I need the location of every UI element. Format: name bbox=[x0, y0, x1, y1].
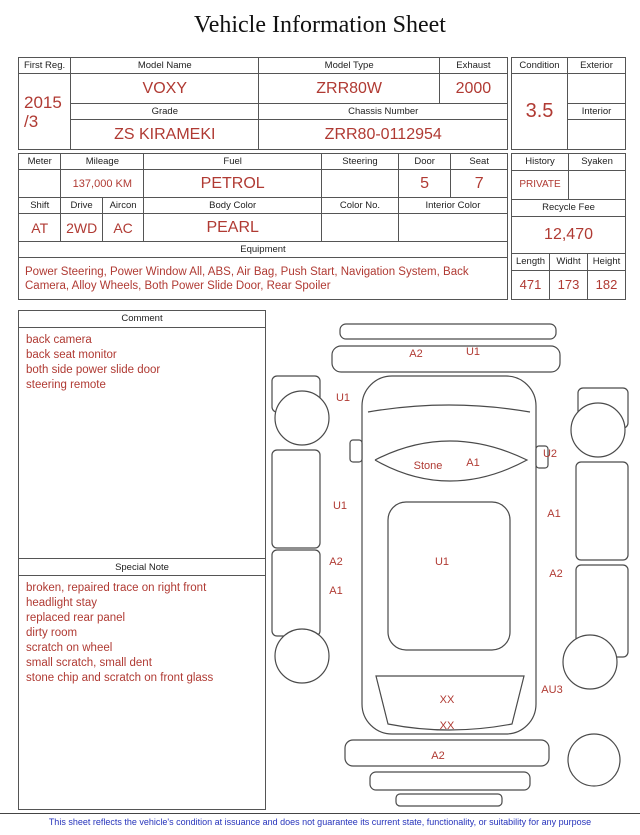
comment-body bbox=[19, 328, 265, 558]
condition-box bbox=[511, 57, 626, 150]
special-note-body bbox=[19, 576, 265, 809]
comment-line: back camera bbox=[26, 334, 92, 346]
interior-color-value bbox=[398, 214, 507, 242]
equipment-label: Equipment bbox=[19, 242, 508, 258]
special-note-line: scratch on wheel bbox=[26, 642, 113, 654]
chassis-number-value: ZRR80-0112954 bbox=[259, 120, 508, 150]
color-no-label: Color No. bbox=[322, 198, 399, 214]
disclaimer-text: This sheet reflects the vehicle's condition at issuance and does not guarantee its current state, functionality, or suitability for any purpose bbox=[0, 813, 640, 827]
condition-label: Condition bbox=[512, 58, 568, 74]
syaken-value bbox=[569, 170, 626, 199]
steering-label: Steering bbox=[322, 154, 399, 170]
history-box bbox=[511, 153, 626, 300]
damage-label: U2 bbox=[542, 448, 558, 460]
width-value: 173 bbox=[550, 270, 588, 299]
damage-label: A1 bbox=[466, 457, 480, 469]
special-note-header: Special Note bbox=[19, 558, 265, 576]
page-title: Vehicle Information Sheet bbox=[194, 12, 446, 38]
history-label: History bbox=[512, 154, 569, 171]
comment-line: back seat monitor bbox=[26, 349, 117, 361]
car-top-view-drawing bbox=[268, 310, 632, 810]
first-reg-label: First Reg. bbox=[19, 58, 71, 74]
damage-label: U1 bbox=[465, 346, 481, 358]
comment-box bbox=[18, 310, 266, 810]
damage-label: A2 bbox=[549, 568, 563, 580]
mileage-label: Mileage bbox=[61, 154, 144, 170]
comment-line: steering remote bbox=[26, 379, 106, 391]
damage-label: AU3 bbox=[541, 684, 563, 696]
exhaust-label: Exhaust bbox=[439, 58, 507, 74]
width-label: Widht bbox=[550, 254, 588, 271]
special-note-line: small scratch, small dent bbox=[26, 657, 152, 669]
fuel-value: PETROL bbox=[144, 170, 322, 198]
meter-label: Meter bbox=[19, 154, 61, 170]
first-reg-month: /3 bbox=[24, 111, 39, 131]
comment-header: Comment bbox=[19, 311, 265, 328]
history-value: PRIVATE bbox=[512, 170, 569, 199]
damage-label: U1 bbox=[434, 556, 450, 568]
equipment-value: Power Steering, Power Window All, ABS, Air Bag, Push Start, Navigation System, Back Camera, Alloy Wheels, Both Power Slide Door, Rear Spoiler bbox=[19, 258, 508, 300]
grade-value: ZS KIRAMEKI bbox=[71, 120, 259, 150]
interior-color-label: Interior Color bbox=[398, 198, 507, 214]
length-value: 471 bbox=[512, 270, 550, 299]
damage-label: U1 bbox=[332, 500, 348, 512]
damage-label: A2 bbox=[431, 750, 445, 762]
vehicle-identity-table bbox=[18, 57, 508, 150]
door-label: Door bbox=[398, 154, 451, 170]
vehicle-damage-diagram bbox=[268, 310, 632, 810]
first-reg-value bbox=[19, 74, 71, 150]
vehicle-spec-table bbox=[18, 153, 508, 300]
damage-label: A1 bbox=[329, 585, 343, 597]
first-reg-year: 2015 bbox=[24, 92, 62, 112]
interior-label: Interior bbox=[568, 104, 626, 120]
damage-label: XX bbox=[439, 720, 455, 732]
model-name-label: Model Name bbox=[71, 58, 259, 74]
special-note-line: headlight stay bbox=[26, 597, 97, 609]
interior-value bbox=[568, 120, 626, 150]
body-color-label: Body Color bbox=[144, 198, 322, 214]
damage-label: XX bbox=[439, 694, 455, 706]
shift-value: AT bbox=[19, 214, 61, 242]
drive-label: Drive bbox=[61, 198, 102, 214]
recycle-fee-value: 12,470 bbox=[512, 216, 626, 254]
seat-value: 7 bbox=[451, 170, 508, 198]
height-value: 182 bbox=[588, 270, 626, 299]
exhaust-value: 2000 bbox=[439, 74, 507, 104]
color-no-value bbox=[322, 214, 399, 242]
meter-value bbox=[19, 170, 61, 198]
special-note-line: stone chip and scratch on front glass bbox=[26, 672, 214, 684]
top-row bbox=[18, 57, 626, 150]
door-value: 5 bbox=[398, 170, 451, 198]
height-label: Height bbox=[588, 254, 626, 271]
model-type-value: ZRR80W bbox=[259, 74, 439, 104]
length-label: Length bbox=[512, 254, 550, 271]
exterior-value bbox=[568, 74, 626, 104]
damage-label: U1 bbox=[335, 392, 351, 404]
fuel-label: Fuel bbox=[144, 154, 322, 170]
special-note-line: dirty room bbox=[26, 627, 78, 639]
exterior-label: Exterior bbox=[568, 58, 626, 74]
damage-label: A2 bbox=[329, 556, 343, 568]
seat-label: Seat bbox=[451, 154, 508, 170]
mileage-value: 137,000 KM bbox=[61, 170, 144, 198]
body-color-value: PEARL bbox=[144, 214, 322, 242]
damage-label: A1 bbox=[547, 508, 561, 520]
damage-label: A2 bbox=[409, 348, 423, 360]
special-note-line: replaced rear panel bbox=[26, 612, 126, 624]
drive-value: 2WD bbox=[61, 214, 102, 242]
model-type-label: Model Type bbox=[259, 58, 439, 74]
damage-label: Stone bbox=[413, 460, 443, 472]
aircon-value: AC bbox=[102, 214, 143, 242]
special-note-line: broken, repaired trace on right front bbox=[26, 582, 207, 594]
model-name-value: VOXY bbox=[71, 74, 259, 104]
comment-line: both side power slide door bbox=[26, 364, 161, 376]
condition-value: 3.5 bbox=[512, 74, 568, 150]
grade-label: Grade bbox=[71, 104, 259, 120]
steering-value bbox=[322, 170, 399, 198]
spec-row bbox=[18, 153, 626, 300]
shift-label: Shift bbox=[19, 198, 61, 214]
aircon-label: Aircon bbox=[102, 198, 143, 214]
chassis-number-label: Chassis Number bbox=[259, 104, 508, 120]
recycle-fee-label: Recycle Fee bbox=[512, 199, 626, 216]
syaken-label: Syaken bbox=[569, 154, 626, 171]
